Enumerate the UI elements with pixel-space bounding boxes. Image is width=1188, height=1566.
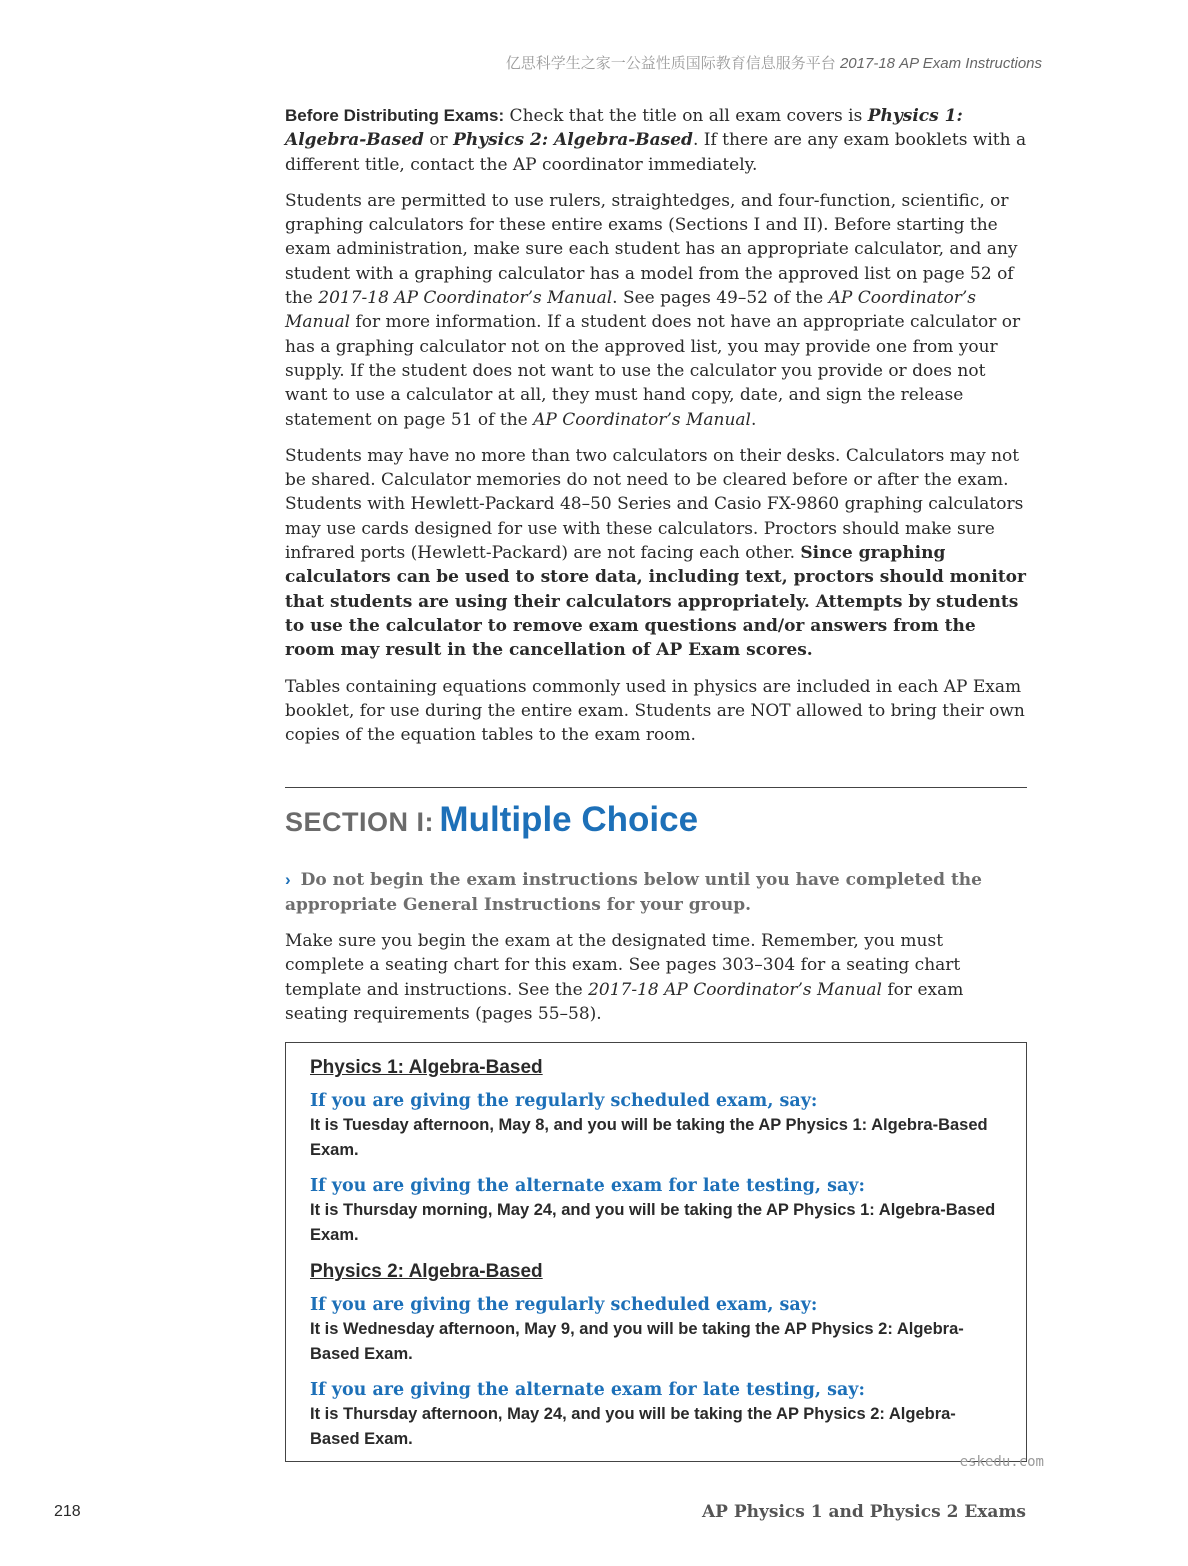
- paragraph-calculator-rules: [285, 444, 1027, 663]
- text-run: Check that the title on all exam covers is: [504, 106, 868, 126]
- physics2-regular-script: It is Wednesday afternoon, May 9, and you will be taking the AP Physics 2: Algebra-Based Exam.: [310, 1320, 964, 1363]
- manual-ref: AP Coordinator’s Manual: [533, 409, 751, 430]
- section-title: Multiple Choice: [439, 800, 699, 840]
- text-run: . See pages 49–52 of the: [612, 288, 829, 309]
- text-run: . If there are any exam booklets with a different title, contact the AP coordinator immediately.: [285, 130, 1027, 175]
- text-run: or: [423, 130, 454, 151]
- physics2-heading: Physics 2: Algebra-Based: [310, 1261, 543, 1283]
- manual-ref: 2017-18 AP Coordinator’s Manual: [318, 288, 613, 309]
- text-run: Make sure you begin the exam at the designated time. Remember, you must complete a seating chart for this exam. See pages 303–304 for a seating chart template and instructions. See the: [285, 931, 961, 1000]
- physics1-alternate-script: It is Thursday morning, May 24, and you will be taking the AP Physics 1: Algebra-Based Exam.: [310, 1201, 996, 1244]
- text-run: .: [751, 409, 757, 430]
- running-header: [506, 52, 1042, 73]
- text-run: Students may have no more than two calculators on their desks. Calculators may not be shared. Calculator memories do not need to be cleared before or after the exam. Students with Hewlett-Packard 48–50 Series and Casio FX-9860 graphing calculators may use cards designed for use with these calculators. Proctors should make sure infrared ports (Hewlett-Packard) are not facing each other.: [285, 445, 1024, 564]
- physics2-alternate-script: It is Thursday afternoon, May 24, and you will be taking the AP Physics 2: Algebra-Based Exam.: [310, 1405, 956, 1448]
- paragraph-before-distributing: [285, 104, 1027, 177]
- text-run: for exam seating requirements (pages 55–58).: [285, 979, 964, 1024]
- page-content: [285, 104, 1027, 1462]
- warning-text: Since graphing calculators can be used to store data, including text, proctors should monitor that students are using their calculators appropriately. Attempts by students to use the calculator to remove exam questions and/or answers from the room may result in the cancellation of AP Exam scores.: [285, 543, 1026, 661]
- physics1-regular-script: It is Tuesday afternoon, May 8, and you will be taking the AP Physics 1: Algebra-Based Exam.: [310, 1116, 988, 1159]
- exam-title-physics2: Physics 2: Algebra-Based: [453, 130, 693, 151]
- footer-title: AP Physics 1 and Physics 2 Exams: [701, 1502, 1026, 1522]
- text-run: for more information. If a student does not have an appropriate calculator or has a graphing calculator not on the approved list, you may provide one from your supply. If the student does not want to use the calculator you provide or does not want to use a calculator at all, they must hand copy, date, and sign the release statement on page 51 of the: [285, 312, 1021, 430]
- section-divider: [285, 787, 1027, 788]
- instruction-note: [285, 868, 1027, 917]
- script-box: [285, 1042, 1027, 1462]
- paragraph-calculators: [285, 189, 1027, 432]
- physics1-heading: Physics 1: Algebra-Based: [310, 1057, 543, 1079]
- section-heading: [285, 800, 1027, 846]
- paragraph-equation-tables: Tables containing equations commonly used in physics are included in each AP Exam booklet, for use during the entire exam. Students are NOT allowed to bring their own copies of the equation tables to the exam room.: [285, 676, 1025, 746]
- lead-label: Before Distributing Exams:: [285, 106, 505, 125]
- paragraph-seating-chart: [285, 929, 1027, 1026]
- page-number: 218: [54, 1503, 81, 1520]
- text-run: Students are permitted to use rulers, straightedges, and four-function, scientific, or graphing calculators for these entire exams (Sections I and II). Before starting the exam administration, make sure each student has an appropriate calculator, and any student with a graphing calculator has a model from the approved list on page 52 of the: [285, 190, 1018, 309]
- footer-watermark: eskedu.com: [959, 1454, 1044, 1470]
- header-watermark: 亿思科学生之家一公益性质国际教育信息服务平台: [505, 55, 836, 72]
- physics1-regular-cue: If you are giving the regularly scheduled exam, say:: [310, 1091, 818, 1112]
- chevron-right-icon: ›: [285, 870, 291, 890]
- section-label: SECTION I:: [285, 807, 435, 838]
- header-title: 2017-18 AP Exam Instructions: [839, 55, 1042, 72]
- note-text: Do not begin the exam instructions below until you have completed the appropriate General Instructions for your group.: [285, 870, 982, 915]
- exam-title-physics1: Physics 1: Algebra-Based: [285, 106, 963, 151]
- physics2-alternate-cue: If you are giving the alternate exam for late testing, say:: [310, 1380, 865, 1401]
- manual-ref: 2017-18 AP Coordinator’s Manual: [588, 979, 882, 1000]
- physics1-alternate-cue: If you are giving the alternate exam for late testing, say:: [310, 1176, 865, 1197]
- physics2-regular-cue: If you are giving the regularly scheduled exam, say:: [310, 1295, 818, 1316]
- manual-ref: AP Coordinator’s Manual: [285, 288, 977, 333]
